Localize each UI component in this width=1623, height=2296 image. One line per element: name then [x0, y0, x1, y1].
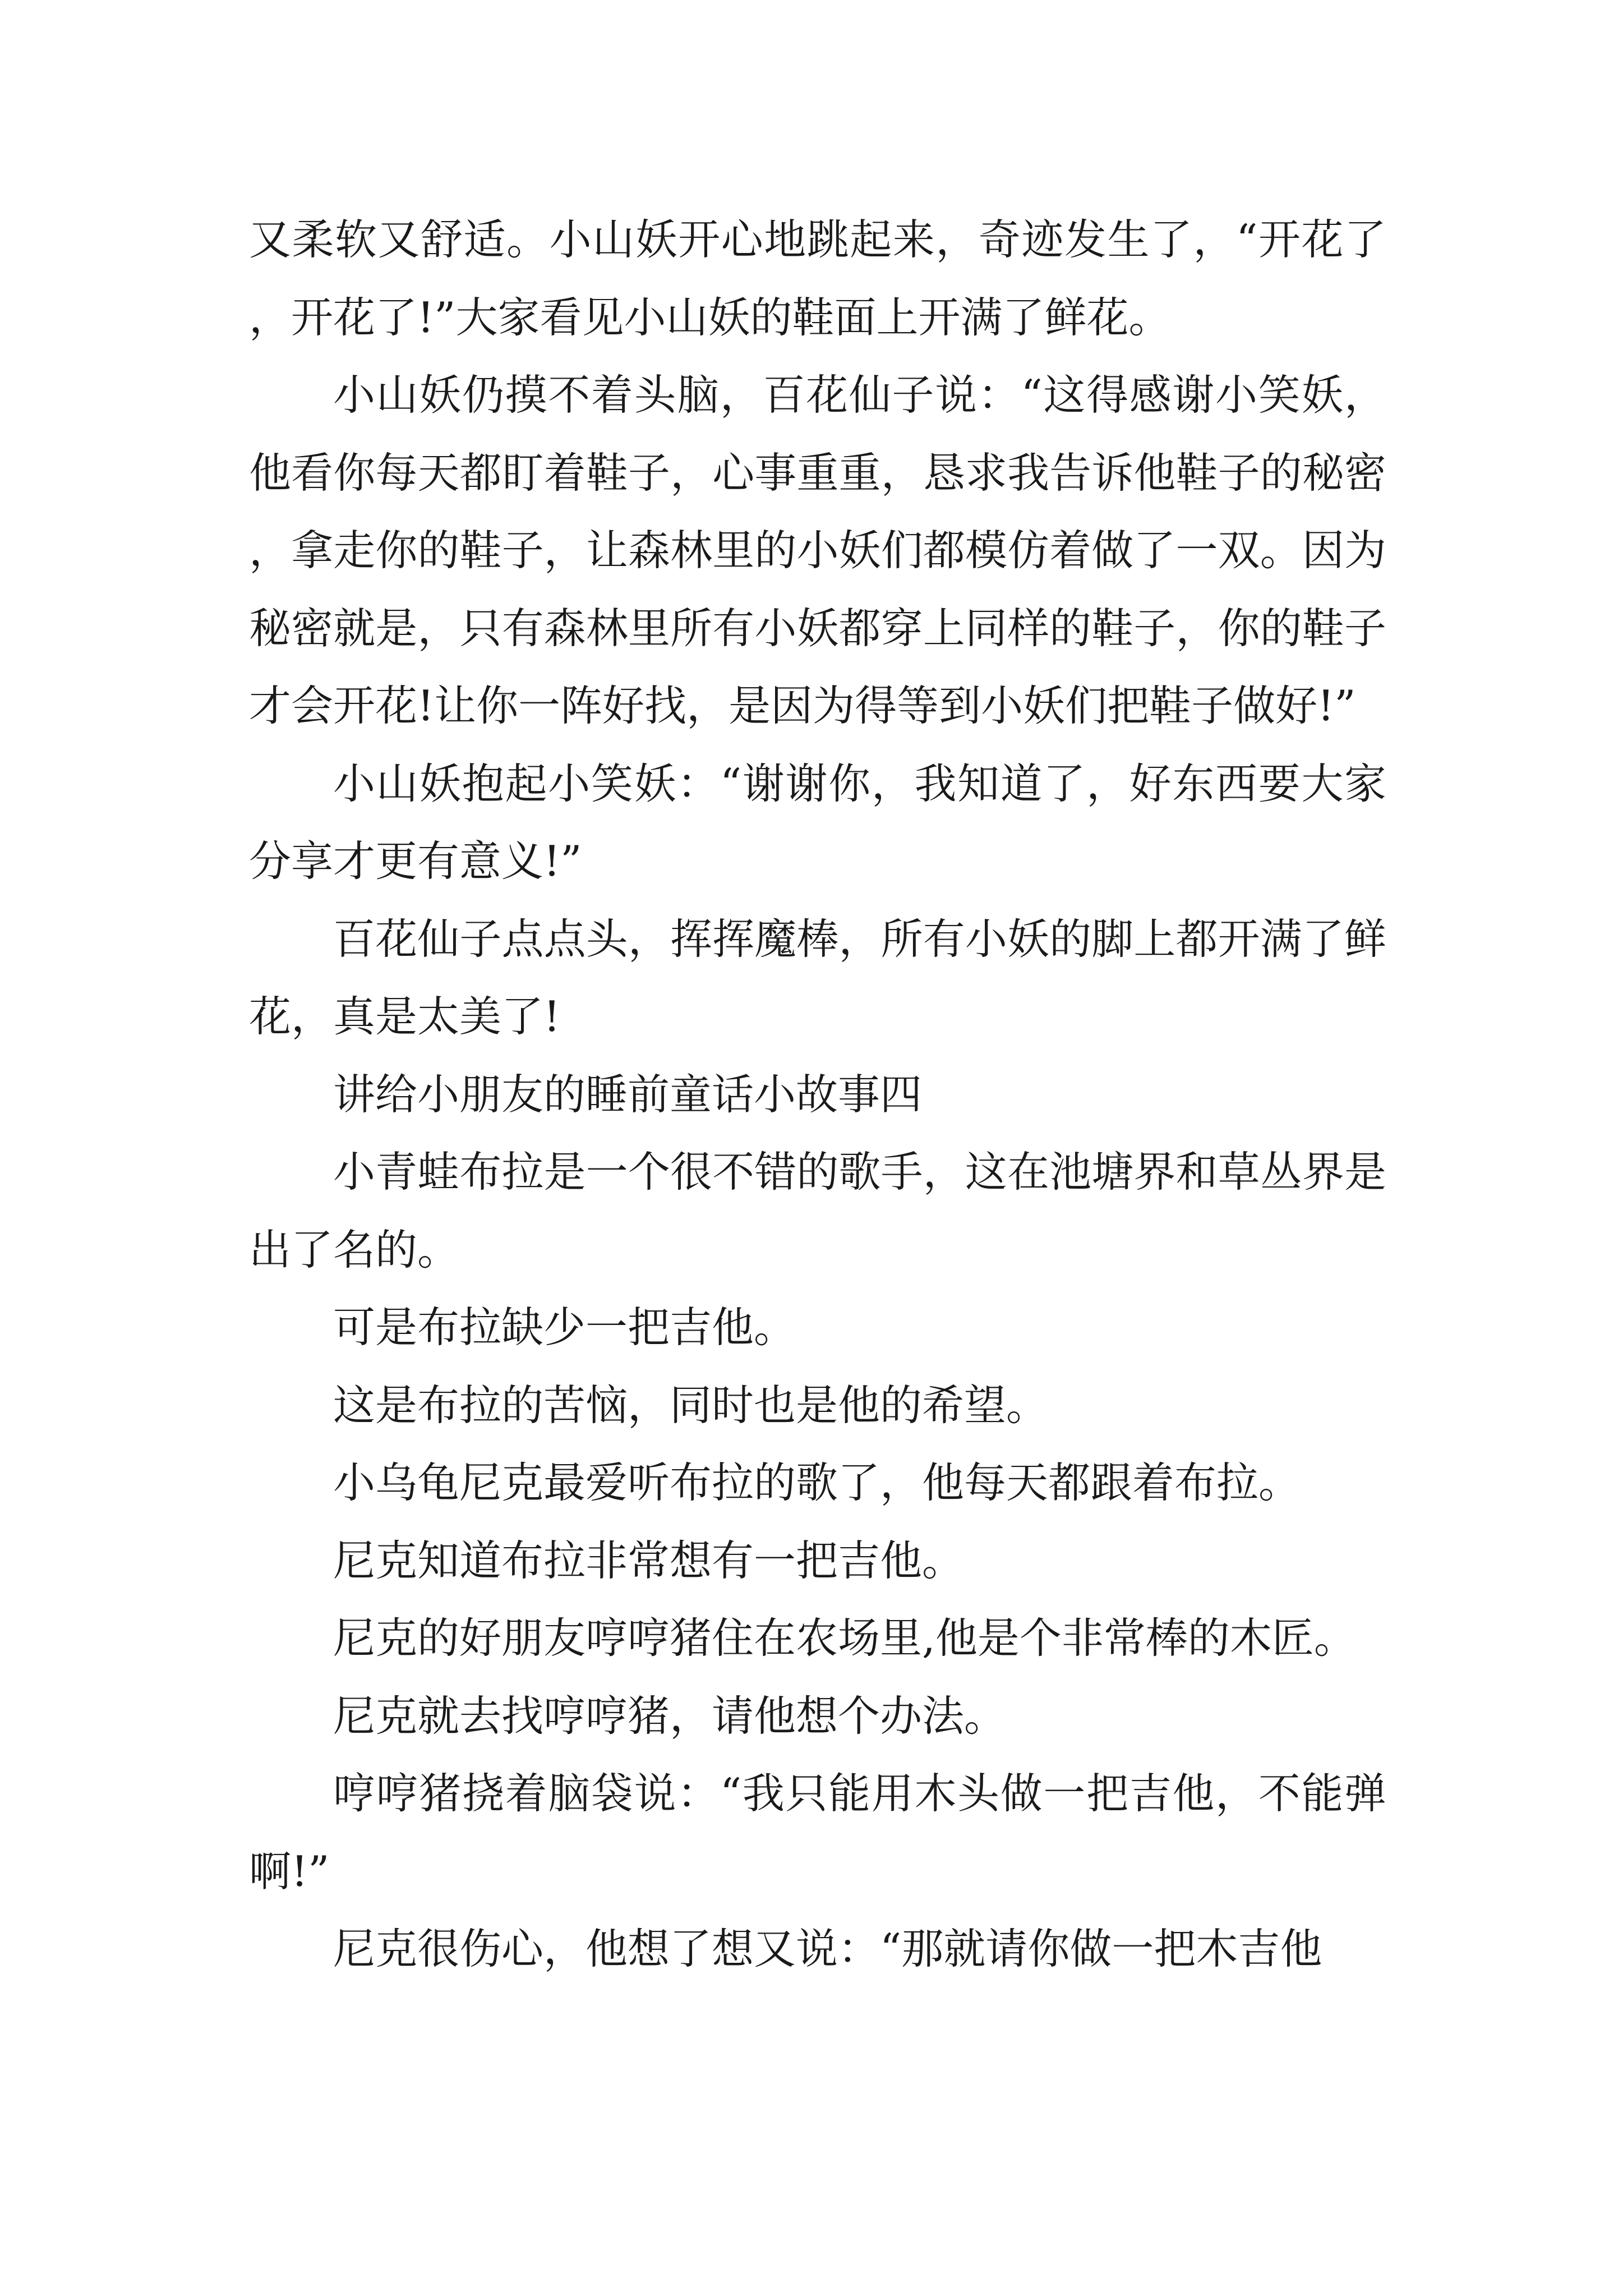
paragraph: 百花仙子点点头，挥挥魔棒，所有小妖的脚上都开满了鲜花，真是太美了! — [249, 914, 1386, 1041]
paragraph: 小青蛙布拉是一个很不错的歌手，这在池塘界和草丛界是出了名的。 — [249, 1147, 1386, 1274]
paragraph: 小山妖仍摸不着头脑，百花仙子说：“这得感谢小笑妖，他看你每天都盯着鞋子，心事重重，恳求我告诉他鞋子的秘密，拿走你的鞋子，让森林里的小妖们都模仿着做了一双。因为秘密就是，只有森林里所有小妖都穿上同样的鞋子，你的鞋子才会开花!让你一阵好找，是因为得等到小妖们把鞋子做好!” — [249, 370, 1386, 730]
paragraph: 又柔软又舒适。小山妖开心地跳起来，奇迹发生了，“开花了，开花了!”大家看见小山妖的鞋面上开满了鲜花。 — [249, 215, 1386, 342]
paragraph: 尼克的好朋友哼哼猪住在农场里,他是个非常棒的木匠。 — [333, 1613, 1356, 1663]
paragraph: 小山妖抱起小笑妖：“谢谢你，我知道了，好东西要大家分享才更有意义!” — [249, 758, 1386, 886]
paragraph: 可是布拉缺少一把吉他。 — [333, 1303, 796, 1352]
body-text — [249, 201, 1386, 1988]
section-heading: 讲给小朋友的睡前童话小故事四 — [333, 1069, 923, 1119]
paragraph: 小乌龟尼克最爱听布拉的歌了，他每天都跟着布拉。 — [333, 1458, 1301, 1507]
paragraph: 尼克就去找哼哼猪，请他想个办法。 — [333, 1691, 1007, 1741]
paragraph: 尼克很伤心，他想了想又说：“那就请你做一把木吉他 — [333, 1924, 1322, 1973]
paragraph: 尼克知道布拉非常想有一把吉他。 — [333, 1535, 965, 1585]
paragraph: 这是布拉的苦恼，同时也是他的希望。 — [333, 1380, 1049, 1430]
paragraph: 哼哼猪挠着脑袋说：“我只能用木头做一把吉他，不能弹啊!” — [249, 1769, 1386, 1896]
